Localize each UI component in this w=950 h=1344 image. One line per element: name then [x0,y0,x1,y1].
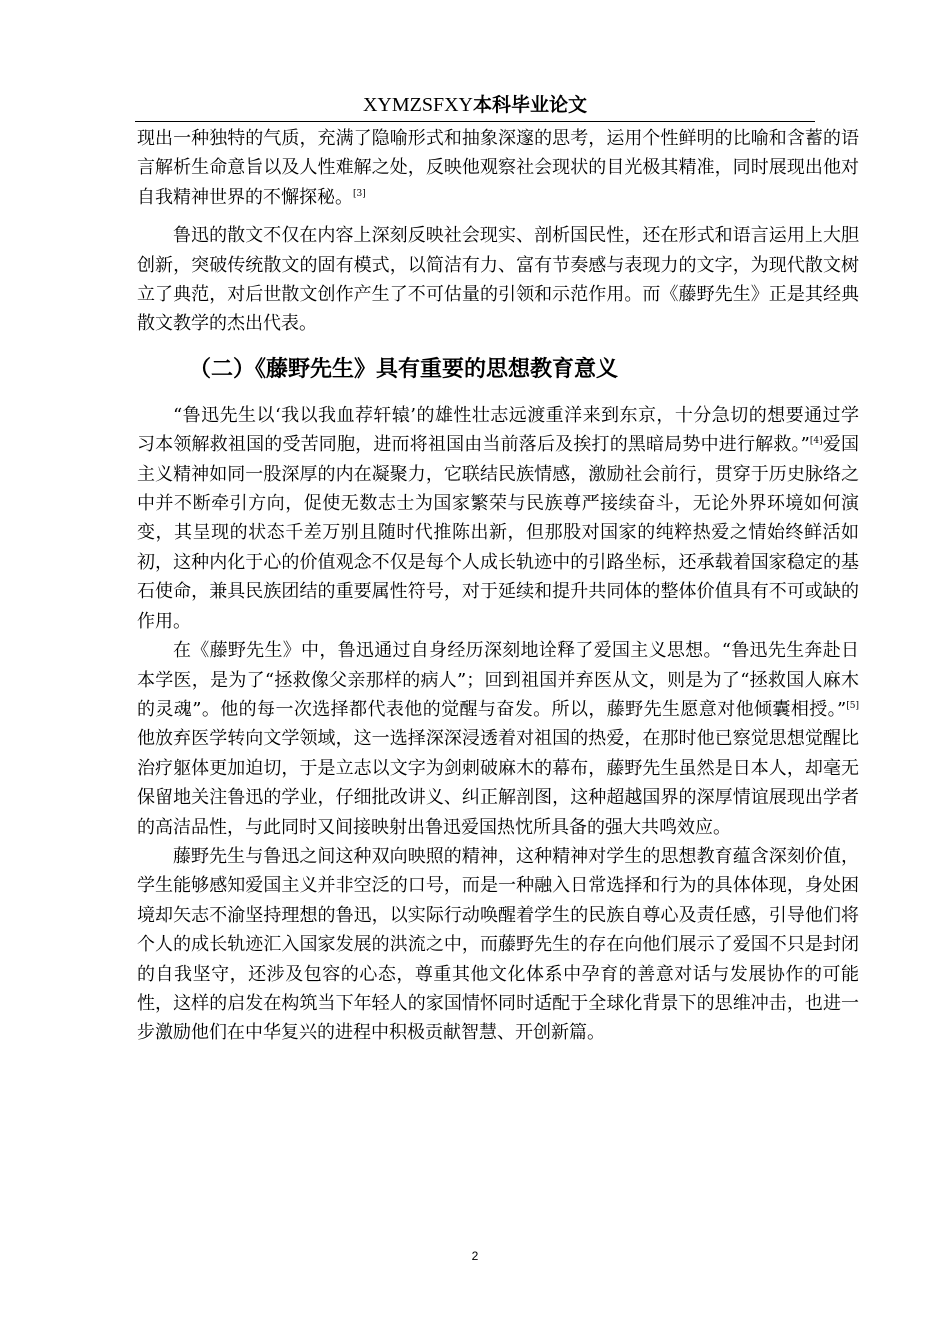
header-rule [135,121,815,122]
paragraph-text: “鲁迅先生以‘我以我血荐轩辕’的雄性壮志远渡重洋来到东京，十分急切的想要通过学习本领解救祖国的受苦同胞，进而将祖国由当前落后及挨打的黑暗局势中进行解救。” [137,404,859,456]
running-header-title: 本科毕业论文 [473,94,588,116]
paragraph-text: 鲁迅的散文不仅在内容上深刻反映社会现实、剖析国民性，还在形式和语言运用上大胆创新，突破传统散文的固有模式，以简洁有力、富有节奏感与表现力的文字，为现代散文树立了典范，对后世散文创作产生了不可估量的引领和示范作用。而《藤野先生》正是其经典散文教学的杰出代表。 [137,225,859,335]
page-body [137,124,859,1048]
citation-ref: [4] [809,436,823,447]
citation-ref: [3] [353,188,366,199]
paragraph-text: 爱国主义精神如同一股深厚的内在凝聚力，它联结民族情感，激励社会前行，贯穿于历史脉络之中并不断牵引方向，促使无数志士为国家繁荣与民族尊严接续奋斗，无论外界环境如何演变，其呈现的状态千差万别且随时代推陈出新，但那股对国家的纯粹热爱之情始终鲜活如初，这种内化于心的价值观念不仅是每个人成长轨迹中的引路坐标，还承载着国家稳定的基石使命，兼具民族团结的重要属性符号，对于延续和提升共同体的整体价值具有不可或缺的作用。 [137,434,860,632]
citation-ref: [5] [846,700,859,711]
paragraph-essay-innovation [137,221,859,339]
paragraph-text: 藤野先生与鲁迅之间这种双向映照的精神，这种精神对学生的思想教育蕴含深刻价值，学生能够感知爱国主义并非空泛的口号，而是一种融入日常选择和行为的具体体现，身处困境却矢志不渝坚持理想的鲁迅，以实际行动唤醒着学生的民族自尊心及责任感，引导他们将个人的成长轨迹汇入国家发展的洪流之中，而藤野先生的存在向他们展示了爱国不只是封闭的自我坚守，还涉及包容的心态，尊重其他文化体系中孕育的善意对话与发展协作的可能性，这样的启发在构筑当下年轻人的家国情怀同时适配于全球化背景下的思维冲击，也进一步激励他们在中华复兴的进程中积极贡献智慧、开创新篇。 [137,845,859,1044]
paragraph-continued [137,124,859,212]
paragraph-text: 在《藤野先生》中，鲁迅通过自身经历深刻地诠释了爱国主义思想。“鲁迅先生奔赴日本学医，是为了“拯救像父亲那样的病人”；回到祖国并弃医从文，则是为了“拯救国人麻木的灵魂”。他的每一次选择都代表他的觉醒与奋发。所以，藤野先生愿意对他倾囊相授。” [137,640,859,720]
paragraph-fujino-story [137,636,859,842]
paragraph-text: 现出一种独特的气质，充满了隐喻形式和抽象深邃的思考，运用个性鲜明的比喻和含蓄的语言解析生命意旨以及人性难解之处，反映他观察社会现状的目光极其精准，同时展现出他对自我精神世界的不懈探秘。 [137,128,859,208]
paragraph-education-value [137,842,859,1048]
paragraph-patriotism [137,401,859,636]
running-header-latin: XYMZSFXY [362,94,473,116]
page-number: 2 [471,1249,479,1263]
paragraph-text: 他放弃医学转向文学领域，这一选择深深浸透着对祖国的热爱，在那时他已察觉思想觉醒比治疗躯体更加迫切，于是立志以文字为剑刺破麻木的幕布，藤野先生虽然是日本人，却毫无保留地关注鲁迅的学业，仔细批改讲义、纠正解剖图，这种超越国界的深厚情谊展现出学者的高洁品性，与此同时又间接映射出鲁迅爱国热忱所具备的强大共鸣效应。 [137,728,859,838]
section-heading: （二）《藤野先生》具有重要的思想教育意义 [189,356,619,382]
running-header [0,92,950,118]
